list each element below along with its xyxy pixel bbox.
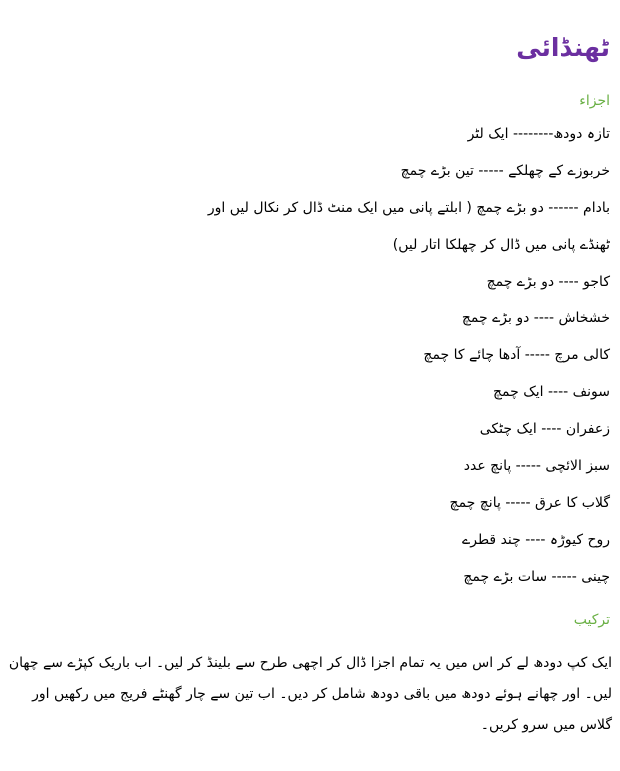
ingredients-heading: اجزاء [579, 93, 610, 109]
method-heading: ترکیب [573, 612, 610, 628]
ingredient-line: تازہ دودھ-------- ایک لٹر [467, 126, 610, 142]
recipe-title: ٹھنڈائی [516, 33, 610, 62]
ingredient-line: خربوزے کے چھلکے ----- تین بڑے چمچ [400, 162, 610, 179]
ingredient-line: سونف ---- ایک چمچ [492, 384, 610, 401]
ingredient-line: کاجو ---- دو بڑے چمچ [486, 273, 610, 290]
ingredient-line: کالی مرچ ----- آدھا چائے کا چمچ [423, 347, 610, 364]
ingredient-line: چینی ----- سات بڑے چمچ [463, 568, 610, 585]
ingredient-line: بادام ------ دو بڑے چمچ ( ابلتے پانی میں ایک منٹ ڈال کر نکال لیں اور [207, 199, 610, 216]
ingredient-line: روح کیوڑہ ---- چند قطرے [462, 531, 610, 548]
ingredient-line: خشخاش ---- دو بڑے چمچ [461, 310, 610, 327]
ingredient-line: گلاب کا عرق ----- پانچ چمچ [449, 494, 610, 511]
ingredients-list [10, 124, 610, 604]
method-paragraph: ایک کپ دودھ لے کر اس میں یہ تمام اجزا ڈال کر اچھی طرح سے بلینڈ کر لیں۔ اب باریک کپڑے سے چھان لیں۔ اور چھانے ہوئے دودھ میں باقی دودھ شامل کر دیں۔ اب تین سے چار گھنٹے فریج میں رکھیں اور گلاس میں سرو کریں۔ [8, 655, 612, 733]
ingredient-line: سبز الائچی ----- پانچ عدد [463, 458, 610, 475]
ingredient-line: ٹھنڈے پانی میں ڈال کر چھلکا اتار لیں) [392, 236, 610, 253]
ingredient-line: زعفران ---- ایک چٹکی [479, 421, 610, 438]
